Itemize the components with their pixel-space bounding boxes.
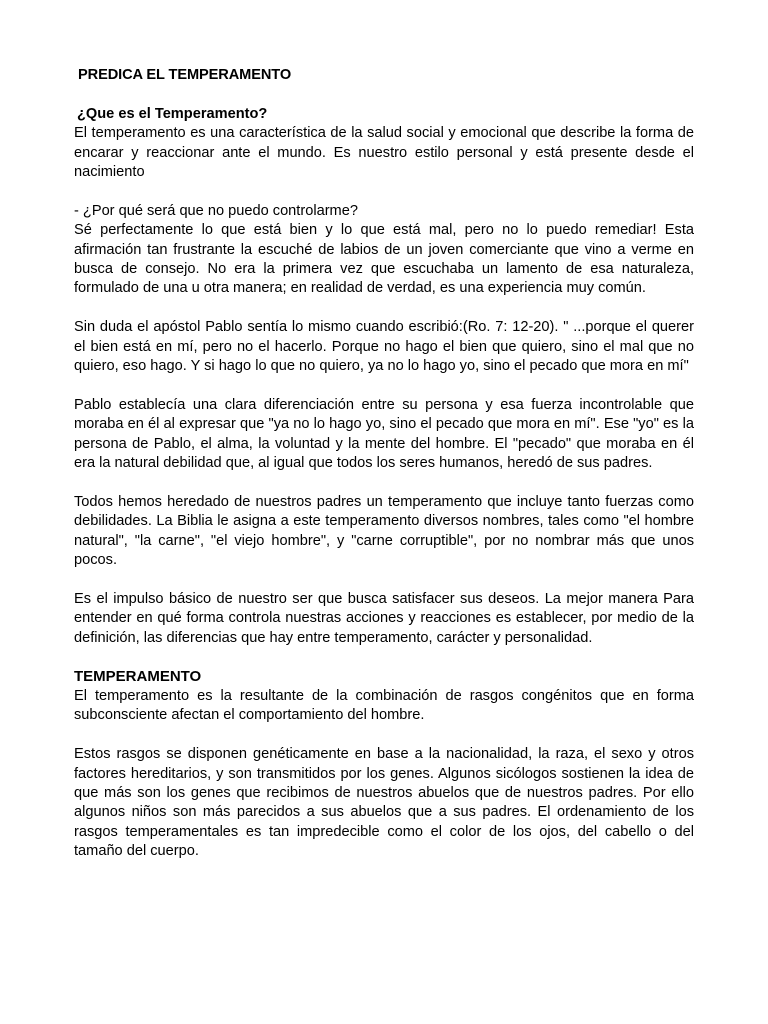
paragraph-frustration: Sé perfectamente lo que está bien y lo que está mal, pero no lo puedo remediar! Esta afirmación tan frustrante la escuché de labios de un joven comerciante que vino a verme en busca de consejo. No era la primera vez que escuchaba un lamento de esa naturaleza, formulado de una u otra manera; en realidad de verdad, es una experiencia muy común. [74,222,694,297]
document-page [74,66,694,862]
paragraph-temperament-definition: El temperamento es la resultante de la combinación de rasgos congénitos que en forma subconsciente afectan el comportamiento del hombre. [74,687,694,724]
paragraph-basic-impulse: Es el impulso básico de nuestro ser que busca satisfacer sus deseos. La mejor manera Para entender en qué forma controla nuestras acciones y reacciones es establecer, por medio de la definición, las diferencias que hay entre temperamento, carácter y personalidad. [74,590,694,646]
document-title: PREDICA EL TEMPERAMENTO [78,67,292,83]
question-heading-what-is: ¿Que es el Temperamento? [77,105,268,122]
question-line-why: - ¿Por qué será que no puedo controlarme? [74,202,358,219]
section-heading-temperamento: TEMPERAMENTO [74,668,202,686]
paragraph-inheritance: Todos hemos heredado de nuestros padres un temperamento que incluye tanto fuerzas como debilidades. La Biblia le asigna a este temperamento diversos nombres, tales como "el hombre natural", "la carne", "el viejo hombre", y "carne corruptible", por no nombrar más que unos pocos. [74,493,694,569]
paragraph-pablo-distinction: Pablo establecía una clara diferenciación entre su persona y esa fuerza incontrolable que moraba en él al expresar que "ya no lo hago yo, sino el pecado que mora en mí". Ese "yo" es la persona de Pablo, el alma, la voluntad y la mente del hombre. El "pecado" que moraba en él era la natural debilidad que, al igual que todos los seres humanos, heredó de sus padres. [74,396,694,472]
paragraph-pablo-quote: Sin duda el apóstol Pablo sentía lo mismo cuando escribió:(Ro. 7: 12-20). " ...porque el querer el bien está en mí, pero no el hacerlo. Porque no hago el bien que quiero, sino el mal que no quiero, eso hago. Y si hago lo que no quiero, ya no lo hago yo, sino el pecado que mora en mí" [74,319,694,375]
paragraph-definition: El temperamento es una característica de la salud social y emocional que describe la forma de encarar y reaccionar ante el mundo. Es nuestro estilo personal y está presente desde el nacimiento [74,125,694,181]
paragraph-genetic-traits: Estos rasgos se disponen genéticamente en base a la nacionalidad, la raza, el sexo y otros factores hereditarios, y son transmitidos por los genes. Algunos sicólogos sostienen la idea de que más son los genes que recibimos de nuestros abuelos que de nuestros padres. Por ello algunos niños son más parecidos a sus abuelos que a sus padres. El ordenamiento de los rasgos temperamentales es tan impredecible como el color de los ojos, del cabello o del tamaño del cuerpo. [74,746,694,860]
